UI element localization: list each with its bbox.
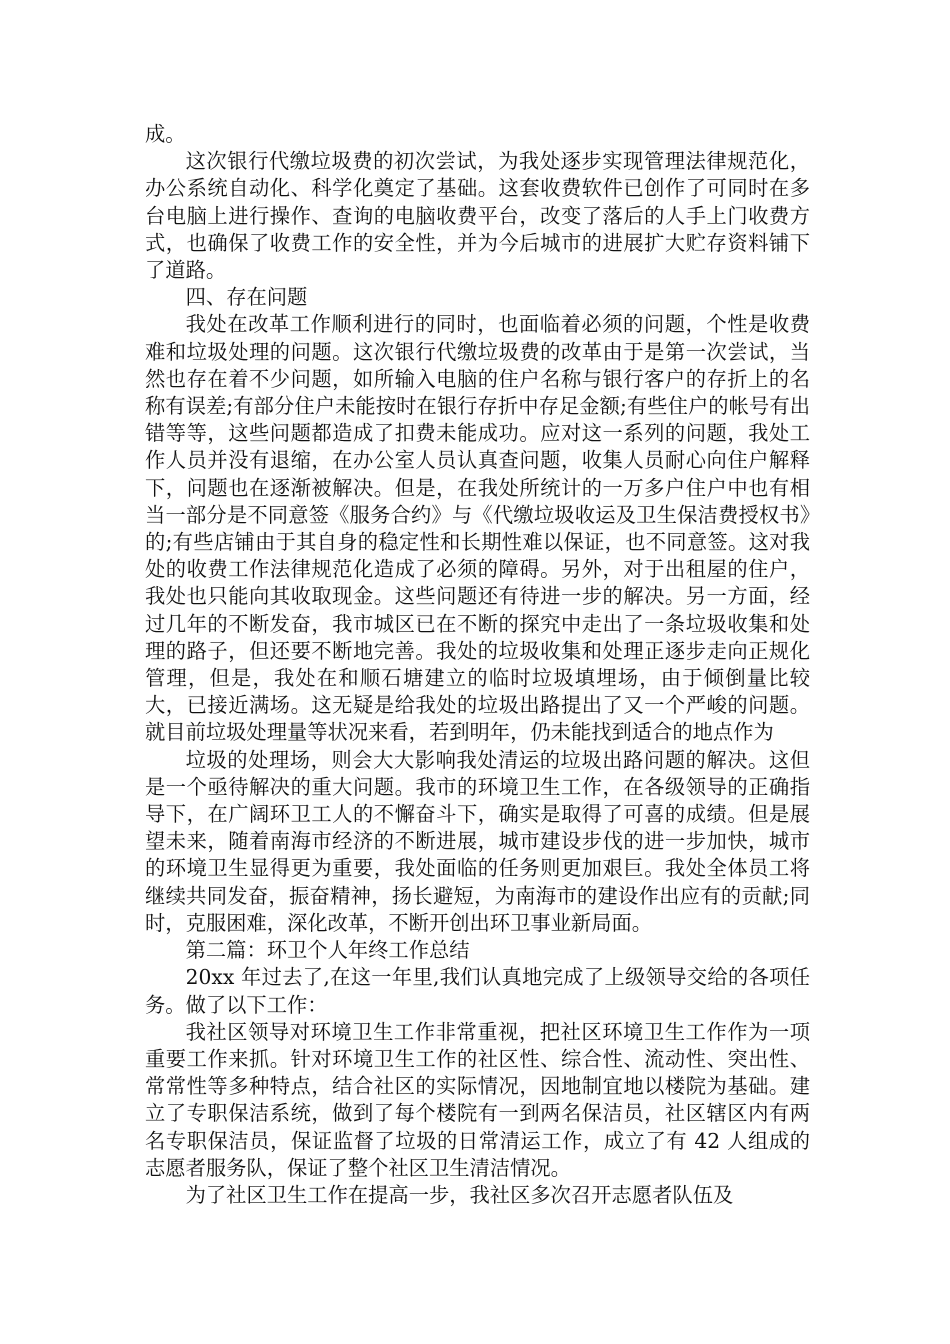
paragraph-bank-payment-trial: 这次银行代缴垃圾费的初次尝试，为我处逐步实现管理法律规范化，办公系统自动化、科学化奠定了基础。这套收费软件已创作了可同时在多台电脑上进行操作、查询的电脑收费平台，改变了落后的人手上门收费方式，也确保了收费工作的安全性，并为今后城市的进展扩大贮存资料铺下了道路。 <box>145 149 810 283</box>
paragraph-garbage-site: 垃圾的处理场，则会大大影响我处清运的垃圾出路问题的解决。这但是一个亟待解决的重大问题。我市的环境卫生工作，在各级领导的正确指导下，在广阔环卫工人的不懈奋斗下，确实是取得了可喜的成绩。但是展望未来，随着南海市经济的不断进展，城市建设步伐的进一步加快，城市的环境卫生显得更为重要，我处面临的任务则更加艰巨。我处全体员工将继续共同发奋，振奋精神，扬长避短，为南海市的建设作出应有的贡献;同时，克服困难，深化改革，不断开创出环卫事业新局面。 <box>145 747 810 935</box>
paragraph-problems: 我处在改革工作顺利进行的同时，也面临着必须的问题，个性是收费难和垃圾处理的问题。这次银行代缴垃圾费的改革由于是第一次尝试，当然也存在着不少问题，如所输入电脑的住户名称与银行客户的存折上的名称有误差;有部分住户未能按时在银行存折中存足金额;有些住户的帐号有出错等等，这些问题都造成了扣费未能成功。应对这一系列的问题，我处工作人员并没有退缩，在办公室人员认真查问题，收集人员耐心向住户解释下，问题也在逐渐被解决。但是，在我处所统计的一万多户住户中也有相当一部分是不同意签《服务合约》与《代缴垃圾收运及卫生保洁费授权书》的;有些店铺由于其自身的稳定性和长期性难以保证，也不同意签。这对我处的收费工作法律规范化造成了必须的障碍。另外，对于出租屋的住户，我处也只能向其收取现金。这些问题还有待进一步的解决。另一方面，经过几年的不断发奋，我市城区已在不断的探究中走出了一条垃圾收集和处理的路子，但还要不断地完善。我处的垃圾收集和处理正逐步走向正规化管理，但是，我处在和顺石塘建立的临时垃圾填埋场，由于倾倒量比较大，已接近满场。这无疑是给我处的垃圾出路提出了又一个严峻的问题。就目前垃圾处理量等状况来看，若到明年，仍未能找到适合的地点作为 <box>145 312 810 745</box>
paragraph-community-sanitation: 我社区领导对环境卫生工作非常重视，把社区环境卫生工作作为一项重要工作来抓。针对环境卫生工作的社区性、综合性、流动性、突出性、常常性等多种特点，结合社区的实际情况，因地制宜地以楼院为基础。建立了专职保洁系统，做到了每个楼院有一到两名保洁员，社区辖区内有两名专职保洁员，保证监督了垃圾的日常清运工作，成立了有 42 人组成的志愿者服务队，保证了整个社区卫生清洁情况。 <box>145 1019 810 1180</box>
section-heading-problems: 四、存在问题 <box>185 285 308 310</box>
paragraph-volunteers: 为了社区卫生工作在提高一步，我社区多次召开志愿者队伍及 <box>185 1182 734 1207</box>
paragraph-year-summary: 20xx 年过去了,在这一年里,我们认真地完成了上级领导交给的各项任务。做了以下工作： <box>145 965 810 1017</box>
section-heading-second-article: 第二篇：环卫个人年终工作总结 <box>185 938 470 963</box>
paragraph-continuation: 成。 <box>145 122 186 146</box>
document-page <box>145 121 810 1209</box>
